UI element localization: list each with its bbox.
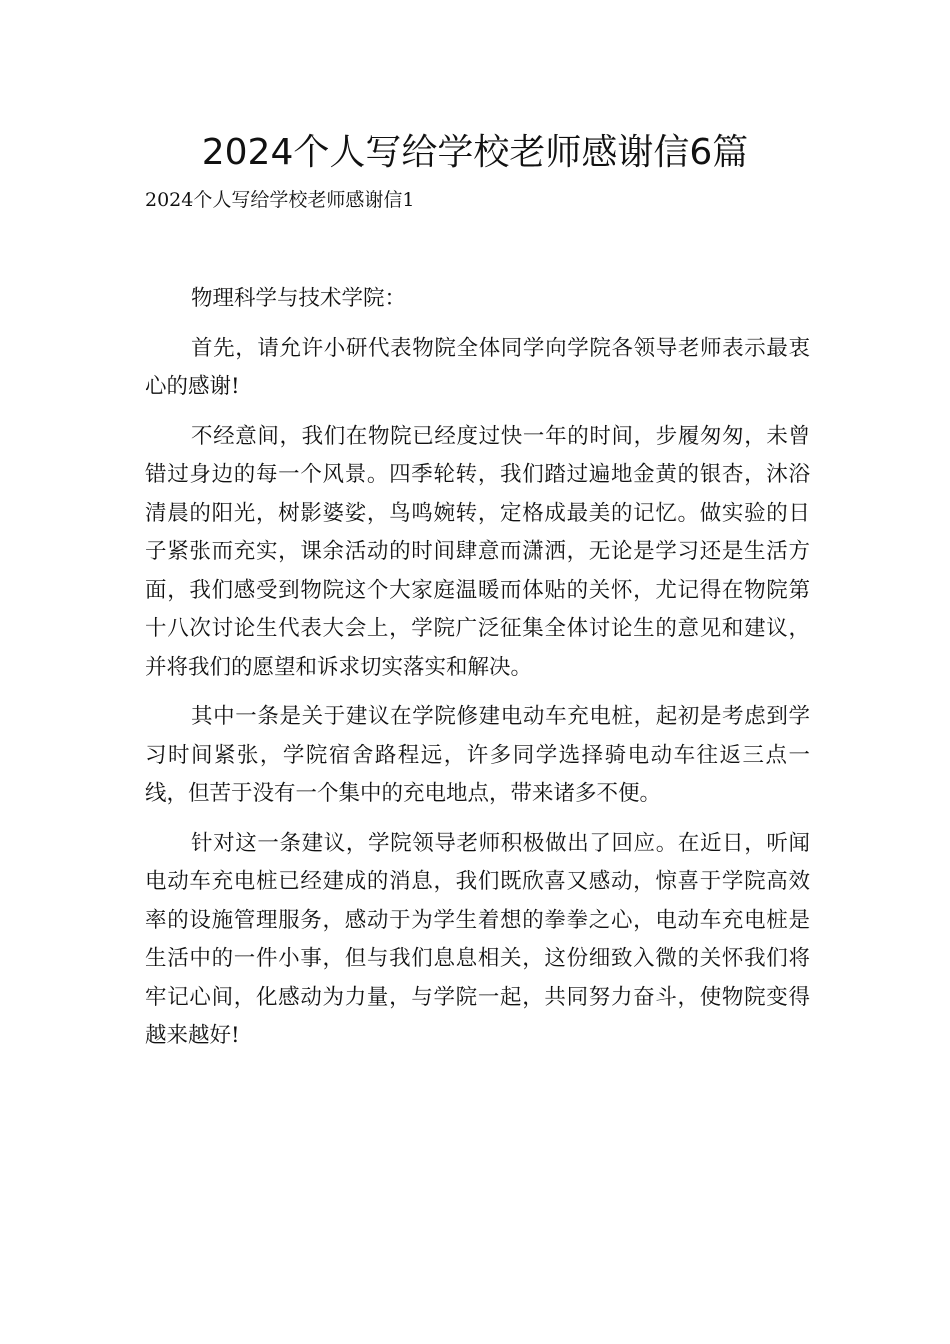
document-title: 2024个人写给学校老师感谢信6篇 [201,132,749,173]
letter-body [145,280,810,1067]
paragraph-2: 不经意间，我们在物院已经度过快一年的时间，步履匆匆，未曾错过身边的每一个风景。四季轮转，我们踏过遍地金黄的银杏，沐浴清晨的阳光，树影婆娑，鸟鸣婉转，定格成最美的记忆。做实验的日子紧张而充实，课余活动的时间肆意而潇洒，无论是学习还是生活方面，我们感受到物院这个大家庭温暖而体贴的关怀，尤记得在物院第十八次讨论生代表大会上，学院广泛征集全体讨论生的意见和建议，并将我们的愿望和诉求切实落实和解决。 [145,423,810,680]
paragraph-1: 首先，请允许小研代表物院全体同学向学院各领导老师表示最衷心的感谢! [145,335,810,399]
paragraph-3: 其中一条是关于建议在学院修建电动车充电桩，起初是考虑到学习时间紧张，学院宿舍路程远，许多同学选择骑电动车往返三点一线，但苦于没有一个集中的充电地点，带来诸多不便。 [145,704,810,806]
salutation: 物理科学与技术学院： [191,286,407,311]
paragraph-4: 针对这一条建议，学院领导老师积极做出了回应。在近日，听闻电动车充电桩已经建成的消息，我们既欣喜又感动，惊喜于学院高效率的设施管理服务，感动于为学生着想的拳拳之心，电动车充电桩是生活中的一件小事，但与我们息息相关，这份细致入微的关怀我们将牢记心间，化感动为力量，与学院一起，共同努力奋斗，使物院变得越来越好! [145,830,810,1048]
section-subtitle: 2024个人写给学校老师感谢信1 [145,189,415,211]
